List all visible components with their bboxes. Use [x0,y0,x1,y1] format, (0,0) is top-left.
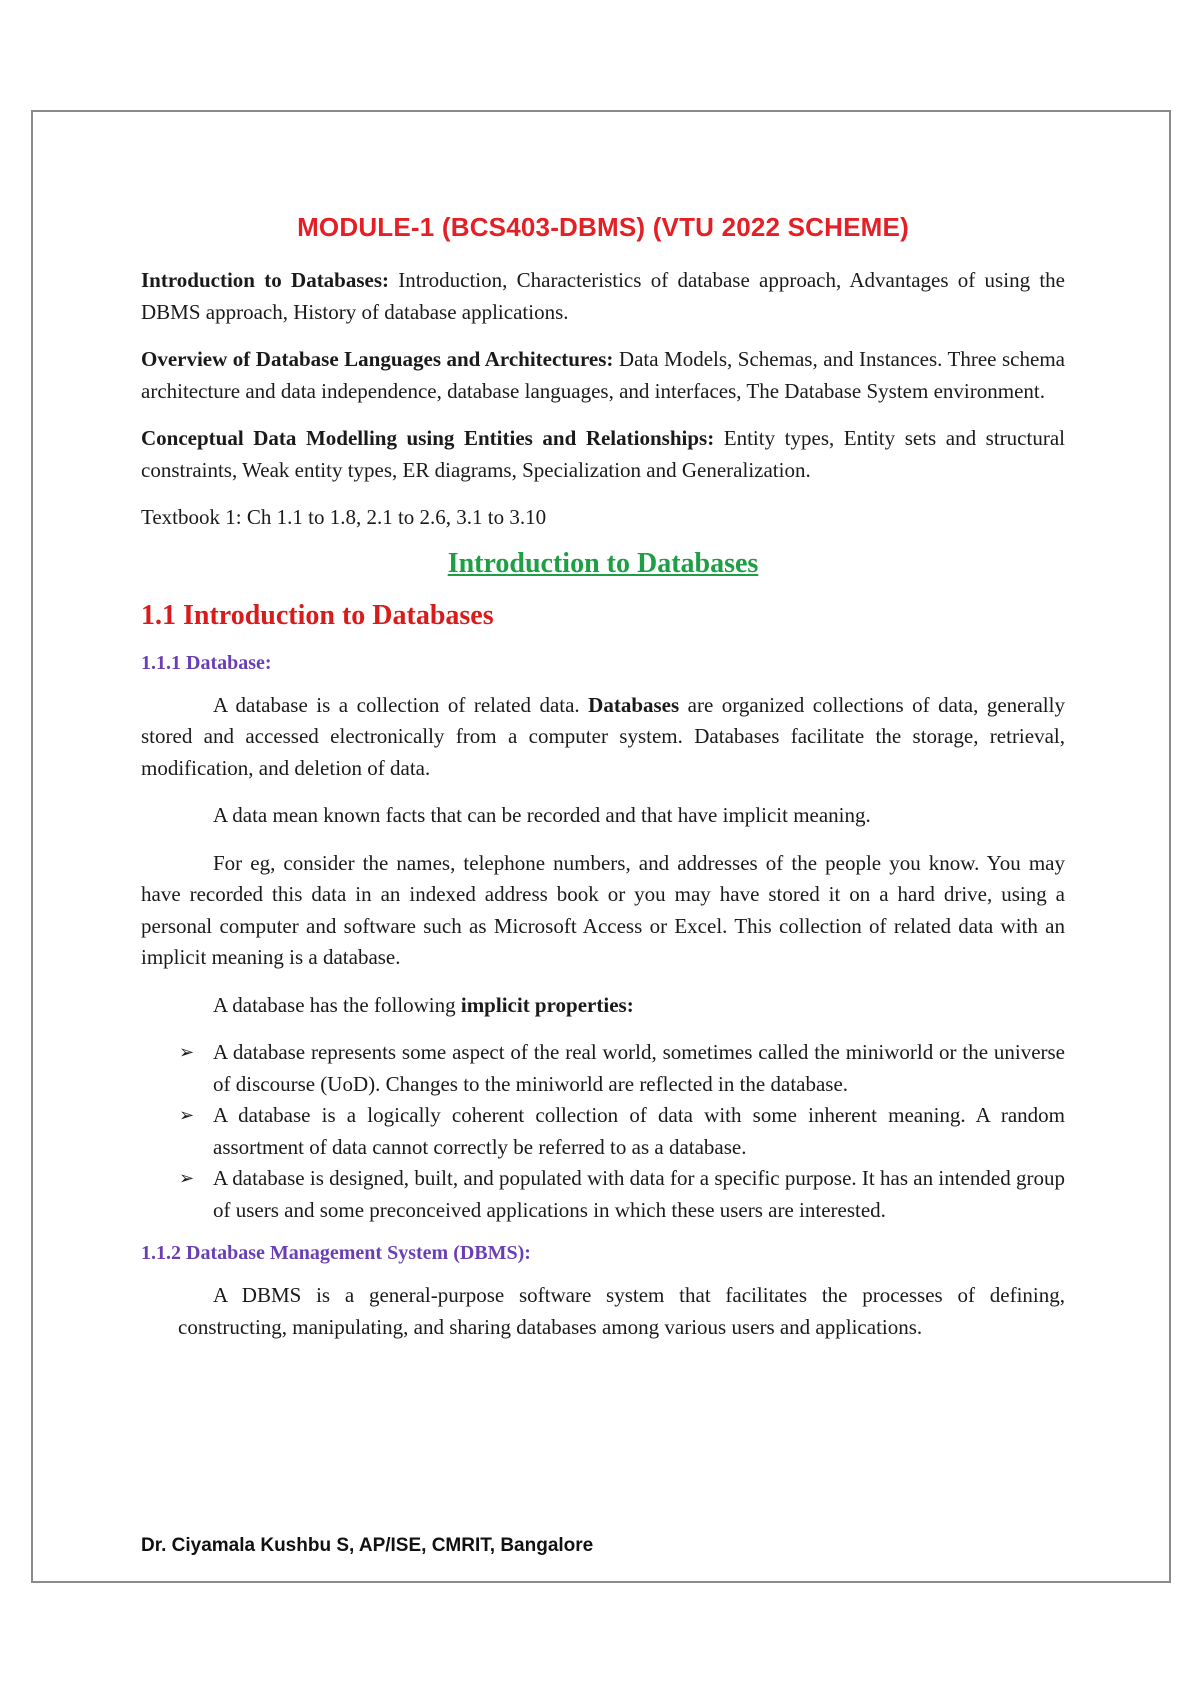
bold-term: Databases [588,692,680,717]
paragraph-example: For eg, consider the names, telephone numbers, and addresses of the people you know. You may have recorded this data in an indexed address book or you may have stored it on a hard drive, using a personal computer and software such as Microsoft Access or Excel. This collection of related data with an implicit meaning is a database. [141,850,1065,969]
list-item: ➢ A database is designed, built, and populated with data for a specific purpose. It has an intended group of users and some preconceived applications in which these users are interested. [141,1163,1065,1226]
syllabus-text: Introduction, Characteristics of database approach, Advantages of using the DBMS approach, History of database applications. [141,268,1065,324]
list-item: ➢ A database is a logically coherent collection of data with some inherent meaning. A random assortment of data cannot correctly be referred to as a database. [141,1100,1065,1163]
page-footer: Dr. Ciyamala Kushbu S, AP/ISE, CMRIT, Bangalore [141,1535,594,1556]
syllabus-text: Data Models, Schemas, and Instances. Three schema architecture and data independence, database languages, and interfaces, The Database System environment. [141,347,1065,403]
heading-1-1: 1.1 Introduction to Databases [141,599,494,631]
syllabus-item-3 [141,423,1065,486]
syllabus-heading: Conceptual Data Modelling using Entities and Relationships: [141,426,715,450]
textbook-reference: Textbook 1: Ch 1.1 to 1.8, 2.1 to 2.6, 3.1 to 3.10 [141,505,547,529]
heading-1-1-1: 1.1.1 Database: [141,651,272,674]
syllabus-item-2 [141,344,1065,407]
heading-1-1-2: 1.1.2 Database Management System (DBMS): [141,1242,531,1264]
arrowhead-bullet-icon: ➢ [179,1042,195,1063]
syllabus-text: Entity types, Entity sets and structural constraints, Weak entity types, ER diagrams, Specialization and Generalization. [141,426,1065,482]
section-title: Introduction to Databases [447,547,759,579]
document-content [141,212,1065,1343]
paragraph-database-definition: A database is a collection of related data. Databases are organized collections of data, generally stored and accessed electronically from a computer system. Databases facilitate the storage, retrieval, modification, and deletion of data. [141,692,1065,780]
syllabus-heading: Introduction to Databases: [141,268,390,292]
paragraph-properties-intro: A database has the following implicit properties: [213,992,634,1017]
arrowhead-bullet-icon: ➢ [179,1168,195,1189]
paragraph-dbms-definition: A DBMS is a general-purpose software system that facilitates the processes of defining, constructing, manipulating, and sharing databases among various users and applications. [178,1283,1065,1339]
paragraph-data-meaning: A data mean known facts that can be recorded and that have implicit meaning. [213,803,871,827]
list-item: ➢ A database represents some aspect of the real world, sometimes called the miniworld or the universe of discourse (UoD). Changes to the miniworld are reflected in the database. [141,1037,1065,1100]
syllabus-heading: Overview of Database Languages and Architectures: [141,347,614,371]
module-title: MODULE-1 (BCS403-DBMS) (VTU 2022 SCHEME) [297,212,909,242]
bold-term: implicit properties: [460,992,634,1017]
properties-list [141,1037,1065,1226]
syllabus-item-1 [141,265,1065,328]
arrowhead-bullet-icon: ➢ [179,1105,195,1126]
